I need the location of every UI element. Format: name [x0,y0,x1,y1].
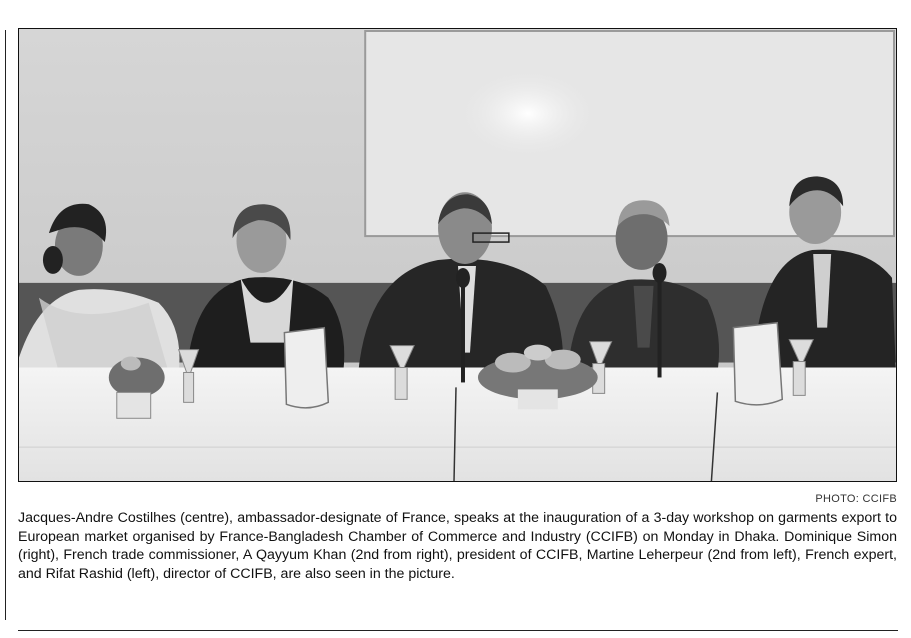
bottom-rule [18,630,898,631]
news-photo [18,28,897,482]
photo-illustration [19,29,896,481]
left-column-rule [5,30,6,620]
photo-caption: Jacques-Andre Costilhes (centre), ambassador-designate of France, speaks at the inauguration of a 3-day workshop on garments export to European market organised by France-Bangladesh Chamber of Commerce and Industry (CCIFB) on Monday in Dhaka. Dominique Simon (right), French trade commissioner, A Qayyum Khan (2nd from right), president of CCIFB, Martine Leherpeur (2nd from left), French expert, and Rifat Rashid (left), director of CCIFB, are also seen in the picture. [18,510,897,582]
photo-credit: PHOTO: CCIFB [815,493,897,505]
